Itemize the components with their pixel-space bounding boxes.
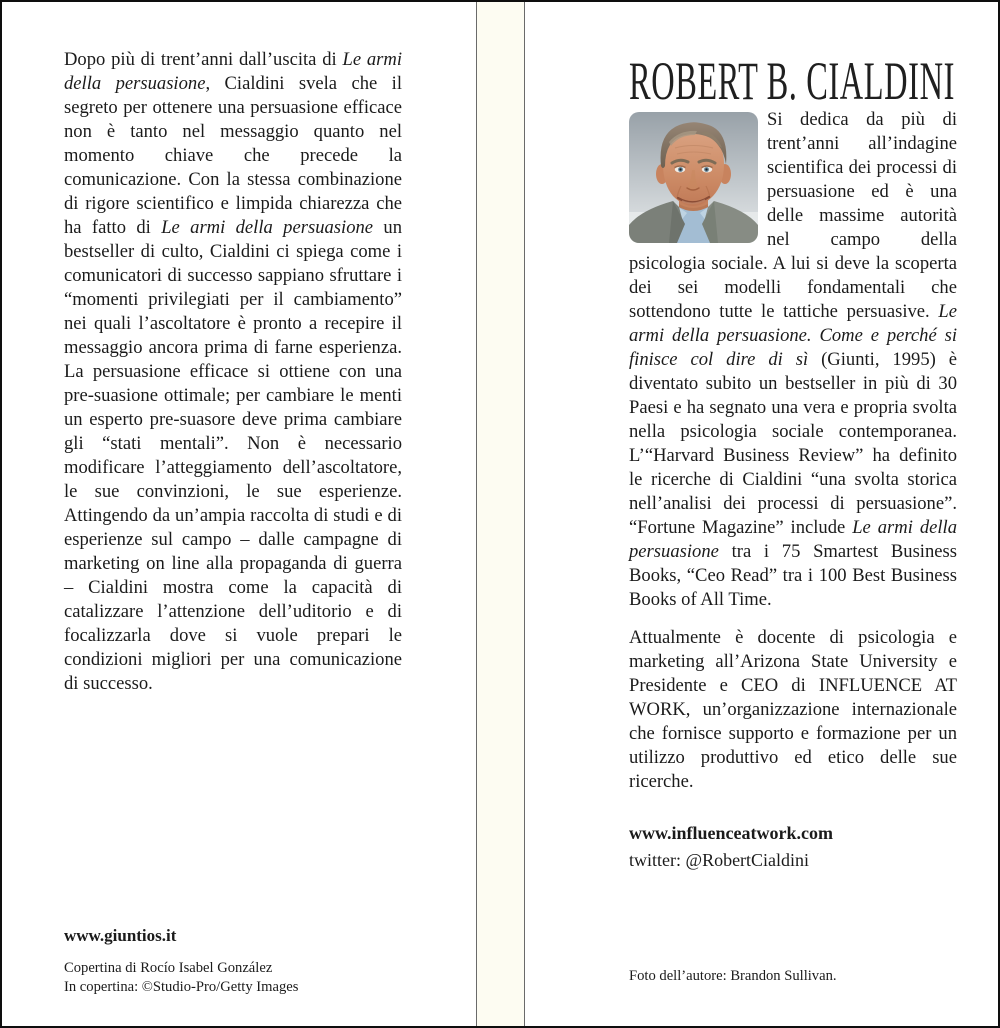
book-title-italic: Le armi della persuasione [161, 217, 374, 238]
cover-image-credit: In copertina: ©Studio-Pro/Getty Images [64, 979, 299, 995]
book-description [64, 48, 402, 696]
bio-text: Si dedica da più di trent’anni all’indagine scientifica dei processi di persuasione ed è una delle massime autorità nel campo della psicologia sociale. A lui si deve la scoperta dei sei modelli fondamentali che sottendono tutte le tattiche persuasive. [629, 109, 957, 322]
bio-text: (Giunti, 1995) è diventato subito un bestseller in più di 30 Paesi e ha segnato una vera e propria svolta nella psicologia sociale contemporanea. L’“Harvard Business Review” ha definito le ricerche di Cialdini “una svolta storica nell’analisi dei processi di persuasione”. “Fortune Magazine” include [629, 349, 957, 538]
front-flap-panel [525, 2, 1000, 1026]
book-title-italic: Le armi della persuasione [629, 517, 958, 562]
cover-designer-credit: Copertina di Rocío Isabel González [64, 960, 273, 976]
author-links [629, 820, 957, 874]
author-bio-paragraph-2: Attualmente è docente di psicologia e marketing all’Arizona State University e Presidente e CEO di INFLUENCE AT WORK, un’organizzazione internazionale che fornisce supporto e formazione per un utilizzo produttivo ed etico delle sue ricerche. [629, 627, 957, 792]
description-text: Dopo più di trent’anni dall’uscita di [64, 49, 343, 70]
book-title-italic: Le armi della persuasione [64, 49, 402, 94]
author-website: www.influenceatwork.com [629, 823, 833, 843]
author-bio-column [629, 108, 957, 874]
book-title-italic: Le armi della persuasione. Come e perché si finisce col dire di sì [629, 301, 957, 370]
author-photo-credit: Foto dell’autore: Brandon Sullivan. [629, 968, 837, 984]
publisher-website: www.giuntios.it [64, 926, 177, 945]
author-portrait-photo [629, 112, 758, 243]
author-name-heading [629, 51, 1000, 111]
description-text: un bestseller di culto, Cialdini ci spiega come i comunicatori di successo sappiano sfruttare i “momenti privilegiati per il cambiamento” nei quali l’ascoltatore è pronto a recepire il messaggio ancora prima di farne esperienza. La persuasione efficace si ottiene con una pre-suasione ottimale; per cambiare le menti un esperto pre-suasore deve prima cambiare gli “stati mentali”. Non è necessario modificare l’atteggiamento dell’ascoltatore, le sue convinzioni, le sue esperienze. Attingendo da un’ampia raccolta di studi e di esperienze sul campo – dalle campagne di marketing on line alla propaganda di guerra – Cialdini mostra come la capacità di catalizzare l’attenzione dell’uditorio e di focalizzarla dove si vuole prepari le condizioni migliori per una comunicazione di successo. [64, 217, 403, 694]
left-flap-footer [64, 926, 404, 997]
bio-text: tra i 75 Smartest Business Books, “Ceo Read” tra i 100 Best Business Books of All Time. [629, 541, 957, 610]
author-name-text: ROBERT B. CIALDINI [629, 51, 955, 111]
author-photo [629, 112, 758, 243]
author-twitter-handle: twitter: @RobertCialdini [629, 850, 810, 870]
author-bio-paragraph-1 [629, 108, 957, 612]
back-flap-panel [2, 2, 477, 1026]
spine-fold [476, 2, 525, 1026]
description-text: , Cialdini svela che il segreto per ottenere una persuasione efficace non è tanto nel messaggio quanto nel momento chiave che precede la comunicazione. Con la stessa combinazione di rigore scientifico e limpida chiarezza che ha fatto di [64, 73, 402, 238]
